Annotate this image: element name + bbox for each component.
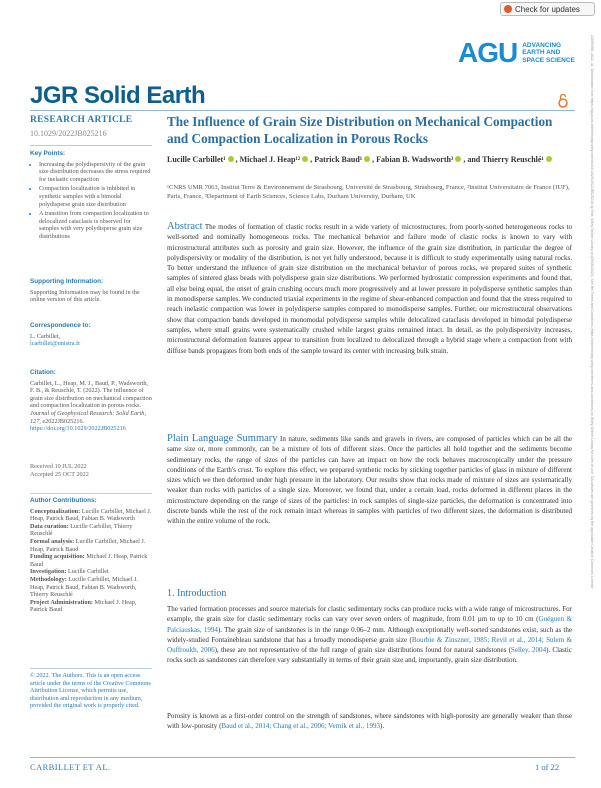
journal-name: JGR Solid Earth (30, 82, 206, 109)
key-points-title: Key Points: (30, 150, 66, 157)
paragraph-text: ), these are not representative of the full range of grain size distributions found for natural sandstones ( (214, 646, 511, 655)
citation-link[interactable]: Guéguen & Palciauskas, 1994 (167, 615, 572, 634)
contribution-names: Lucille Carbillet, Michael J. Heap, Patrick Baud (30, 537, 146, 553)
author-name[interactable]: Fabian B. Wadsworth³ (376, 155, 454, 164)
contributions-title: Author Contributions: (30, 497, 97, 504)
pls-label: Plain Language Summary (167, 433, 278, 444)
contribution-entry (30, 538, 152, 553)
citation-link[interactable]: Baud et al., 2014; Chang et al., 2006; Vernik et al., 1993 (221, 722, 381, 731)
key-point-text: Compaction localization is inhibited in synthetic samples with a bimodal polydisperse grain size distribution (39, 185, 136, 208)
citation-text: Carbillet, L., Heap, M. J., Baud, P., Wadsworth, F. B., & Reuschlé, T. (2022). The influence of grain size distribution on mechanical compaction and compaction localization in porous rocks. (30, 379, 152, 410)
paragraph-text: The varied formation processes and source materials for clastic sedimentary rocks can produce rocks with a wide range of microstructures. For example, the grain size for clastic sedimentary rocks can vary over seven orders of magnitude, from 0.01 µm to up to 10 cm ( (167, 605, 572, 624)
contribution-entry (30, 576, 152, 599)
intro-paragraph-1 (167, 604, 572, 666)
correspondence-name: L. Carbillet, (30, 332, 61, 340)
abstract-label: Abstract (167, 221, 203, 232)
orcid-icon[interactable] (546, 156, 552, 162)
paragraph-text: ). (380, 722, 385, 731)
citation-title: Citation: (30, 369, 56, 376)
sidebar-supporting-info (30, 278, 152, 304)
key-point-text: Increasing the polydispersivity of the grain size distribution decreases the stress required for inelastic compaction (39, 160, 151, 183)
citation-journal: Journal of Geophysical Research: Solid Earth, 127, (30, 409, 146, 425)
accepted-date: Accepted 25 OCT 2022 (30, 470, 89, 478)
list-item (39, 161, 152, 184)
orcid-icon[interactable] (455, 156, 461, 162)
contribution-names: Michael J. Heap, Patrick Baud (30, 553, 148, 568)
footer-authors: CARBILLET ET AL. (30, 762, 111, 772)
sidebar-key-points (30, 145, 152, 243)
supporting-info-title: Supporting Information: (30, 278, 104, 285)
footer-divider (30, 757, 575, 758)
paragraph-text: ). Clastic rocks such as sandstones can therefore vary substantially in terms of their grain size and, importantly, grain size distribution. (167, 646, 572, 665)
plain-language-summary (167, 434, 572, 527)
paragraph-text: ). The grain size of sandstones is in the range 0.06–2 mm. Although exceptionally well-sorted sandstones exist, such as the widely-studied Fontainebleau sandstone that has a broadly monodisperse grain size ( (167, 625, 572, 644)
contribution-role: Conceptualization: (30, 507, 81, 515)
contribution-names: Lucille Carbillet, Michael J. Heap, Patrick Baud, Fabian B. Wadsworth, Thierry Reuschlé (30, 575, 138, 599)
paragraph-text: Porosity is known as a first-order control on the strength of sandstones, where sandstones with high-porosity are generally weaker than those with low-porosity ( (167, 712, 572, 731)
supporting-info-text: Supporting Information may be found in the online version of this article. (30, 288, 140, 304)
check-updates-label: Check for updates (515, 4, 580, 14)
sidebar-divider (30, 145, 152, 146)
sidebar-license (30, 668, 152, 710)
intro-paragraph-2 (167, 711, 572, 732)
abstract-section (167, 222, 572, 356)
author-name[interactable]: Patrick Baud¹ (314, 155, 363, 164)
contribution-role: Formal analysis: (30, 537, 75, 545)
agu-tagline-line: SPACE SCIENCE (522, 56, 575, 64)
contribution-names: Lucille Carbillet, Thierry Reuschlé (30, 522, 133, 538)
contribution-role: Data curation: (30, 522, 69, 530)
article-type: RESEARCH ARTICLE (30, 115, 133, 125)
contribution-entry (30, 599, 152, 614)
abstract-text: The modes of formation of clastic rocks result in a wide variety of microstructures, from poorly-sorted heterogeneous rocks to well-sorted and nominally homogeneous rocks. The mechanical behavior and failure mode of clastic rocks is known to vary with microstructural attributes such as porosity and grain size. However, the influence of the grain size distribution, in particular the degree of polydispersivity or modality of the distribution, is not yet fully understood, because it is difficult to study experimentally using natural rocks. To better understand the influence of grain size distribution on the mechanical behavior of porous rocks, we prepared suites of synthetic samples of sintered glass beads with polydisperse grain size distributions. We performed hydrostatic compression experiments and found that, all else being equal, the onset of grain crushing occurs much more progressively and at lower pressure in polydisperse synthetic samples than in monodisperse samples. We conducted triaxial experiments in the regime of shear-enhanced compaction and found that the stress required to reach inelastic compaction was lower in polydisperse samples compared to monodisperse samples. Further, our microstructural observations show that compaction bands developed in monomodal polydisperse samples while delocalized cataclasis developed in bimodal polydisperse samples, where small grains were systematically crushed while largest grains remained intact. In detail, as the polydispersivity increases, microstructural deformation features appear to transition from localized to delocalized through a hybrid stage where a compaction front with diffuse bands propagates from both ends of the sample toward its center with increasing bulk strain. (167, 223, 572, 355)
page-number: 1 of 22 (535, 762, 560, 772)
author-name[interactable]: and Thierry Reuschlé¹ (467, 155, 544, 164)
contribution-entry (30, 508, 152, 523)
article-doi[interactable]: 10.1029/2022JB025216 (30, 129, 107, 138)
crossmark-icon (504, 5, 512, 13)
author-list: Lucille Carbillet¹ , Michael J. Heap¹² , Patrick Baud¹ , Fabian B. Wadsworth³ , and Thierry Reuschlé¹ (167, 155, 572, 166)
agu-tagline-line: EARTH AND (522, 49, 561, 57)
affiliations: ¹CNRS UMR 7063, Institut Terre & Environnement de Strasbourg, Université de Strasbourg, Strasbourg, France, ²Institut Universitaire de France (IUF), Paris, France, ³Department of Earth Sciences, Science Labs, Durham University, Durham, UK (167, 184, 570, 200)
contribution-role: Funding acquisition: (30, 553, 85, 561)
sidebar-citation (30, 369, 152, 433)
download-notice-strip: 21699356, 2022, 11, Downloaded from https://agupubs.onlinelibrary.wiley.com/doi/10.1029/2022JB025216 by Test, Wiley Online Library on [09/05/2023]. See the Terms and Conditions (https://onlinelibrary.wiley.com/terms-and-conditions) on Wiley Online Library for rules of use; OA articles are governed by the applicable Creative Commons License (590, 35, 594, 589)
list-item (39, 185, 152, 208)
sidebar-divider (30, 493, 152, 494)
key-point-text: A transition from compaction localization to delocalized cataclasis is observed for samples with very polydisperse grain size distributions (39, 210, 149, 240)
contribution-names: Lucille Carbillet (68, 568, 109, 576)
agu-tagline (522, 42, 575, 65)
open-access-icon (557, 94, 569, 108)
author-name[interactable]: Michael J. Heap¹² (239, 155, 301, 164)
key-points-list (30, 161, 152, 241)
article-title: The Influence of Grain Size Distribution on Mechanical Compaction and Compaction Localization in Porous Rocks (167, 114, 553, 146)
sidebar-dates (30, 463, 152, 478)
check-for-updates-button[interactable] (500, 2, 595, 16)
list-item (39, 210, 152, 240)
author-name[interactable]: Lucille Carbillet¹ (167, 155, 226, 164)
orcid-icon[interactable] (228, 156, 234, 162)
agu-logo-mark: AGU (458, 37, 518, 68)
agu-tagline-line: ADVANCING (522, 41, 562, 49)
contribution-names: Lucille Carbillet, Michael J. Heap, Patrick Baud, Fabian B. Wadsworth (30, 507, 152, 523)
citation-id: e2022JB025216. (42, 417, 85, 425)
citation-link[interactable]: Bourbie & Zinszner, 1985; Revil et al., 2014; Sulem & Ouffroukh, 2006 (167, 635, 572, 655)
contribution-entry (30, 568, 152, 576)
contribution-entry (30, 523, 152, 538)
orcid-icon[interactable] (302, 156, 308, 162)
contribution-role: Project Administration: (30, 598, 93, 606)
section-heading-introduction: 1. Introduction (167, 588, 227, 599)
contribution-role: Methodology: (30, 575, 67, 583)
contribution-names: Michael J. Heap, Patrick Baud (30, 598, 137, 614)
citation-doi-link[interactable]: https://doi.org/10.1029/2022JB025216 (30, 425, 126, 433)
citation-link[interactable]: Selley, 2004 (510, 646, 547, 655)
orcid-icon[interactable] (364, 156, 370, 162)
contribution-role: Investigation: (30, 568, 67, 576)
correspondence-title: Correspondence to: (30, 322, 91, 329)
sidebar-divider (30, 668, 152, 669)
sidebar-correspondence (30, 322, 152, 348)
contribution-entry (30, 553, 152, 568)
license-text: © 2022. The Authors. This is an open access article under the terms of the Creative Commons Attribution License, which permits use, distribution and reproduction in any medium, provided the original work is properly cited. (30, 672, 151, 710)
pls-text: In nature, sediments like sands and gravels in rivers, are composed of particles which can be all the same size or, more commonly, can be a mixture of lots of different sizes. Once the particles all hold together and the sediments become sedimentary rocks, the range of sizes of the particles can have an impact on how the rock behaves macroscopically under the pressure conditions of the Earth's crust. To explore this effect, we prepared synthetic rocks by sticking together particles of glass in mixture of different sizes which we then deformed under high pressure in the laboratory. Our results show that rocks made of mixture of sizes are systematically weaker than rocks with particles of a single size. Moreover, we found that, under a certain load, rocks deformed in different places in the microstructure depending on the range of sizes of the particles: in rock samples of single-size particles, the deformation is concentrated into discrete bands while the rest of the rock remain intact whereas in samples with particles of two different sizes, the deformation is distributed within the entire volume of the rock. (167, 435, 572, 526)
received-date: Received 19 JUL 2022 (30, 463, 87, 470)
sidebar-contributions (30, 493, 152, 614)
publisher-logo (458, 33, 578, 73)
header-divider (30, 110, 575, 111)
correspondence-email-link[interactable]: lcarbillet@unistra.fr (30, 340, 81, 348)
